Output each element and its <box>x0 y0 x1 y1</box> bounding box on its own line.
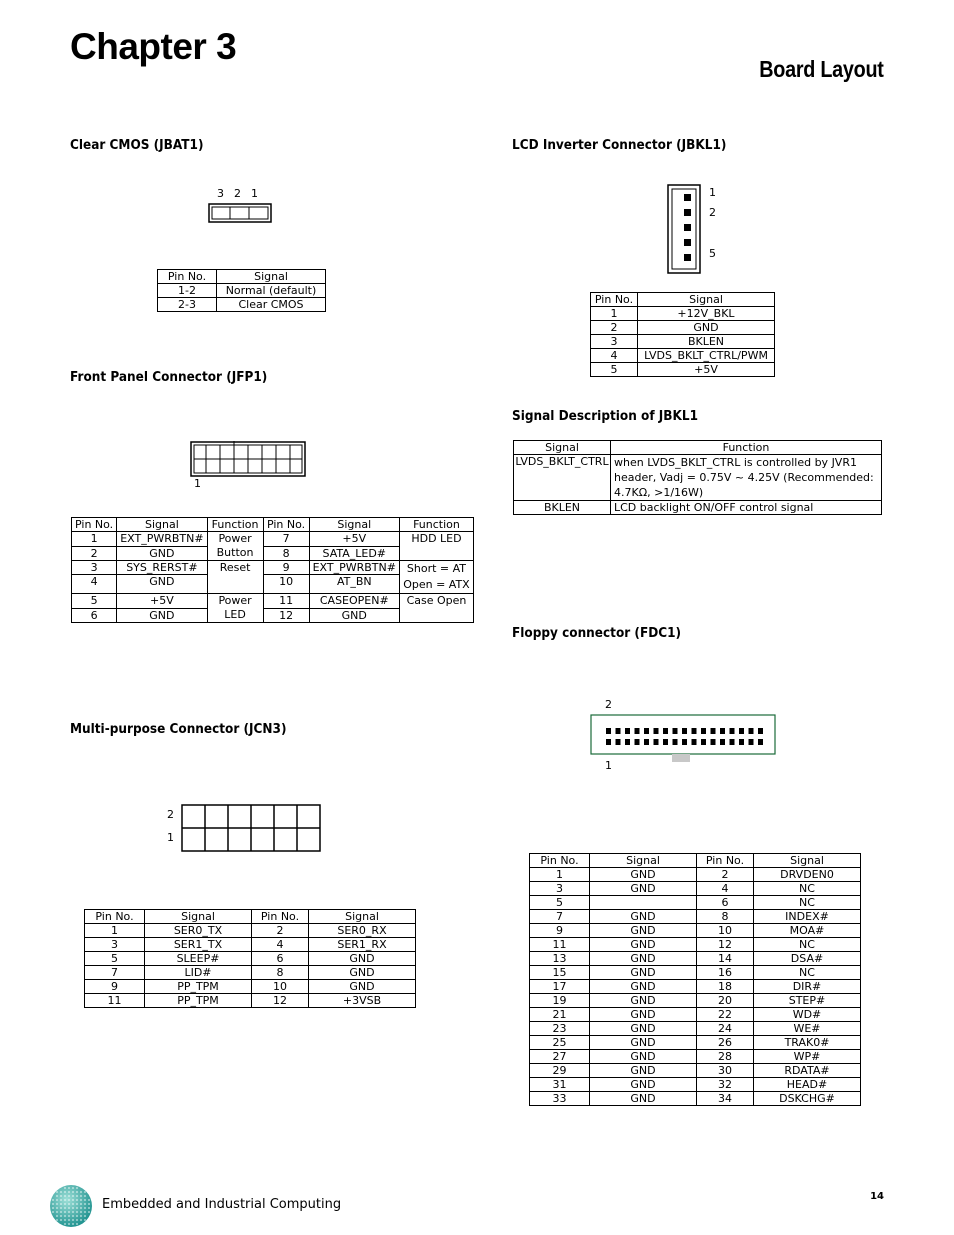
table-cell: 12 <box>263 608 309 623</box>
row-label: 1 <box>167 831 174 844</box>
table-header: Signal <box>590 854 697 868</box>
table-cell: GND <box>590 938 697 952</box>
chapter-title: Chapter 3 <box>70 26 237 67</box>
table-cell: 1 <box>85 924 145 938</box>
table-row <box>72 594 474 609</box>
table-cell: 7 <box>530 910 590 924</box>
table-row <box>591 321 775 335</box>
table-cell: 5 <box>85 952 145 966</box>
table-cell <box>611 455 882 501</box>
table-cell: 33 <box>530 1092 590 1106</box>
table-cell: WD# <box>754 1008 861 1022</box>
fdc-pin <box>730 739 735 745</box>
table-header: Signal <box>145 910 252 924</box>
table-row <box>530 994 861 1008</box>
table-cell: PP_TPM <box>145 994 252 1008</box>
fdc-pin <box>692 739 697 745</box>
table-header: Function <box>611 441 882 455</box>
fdc-pin <box>654 739 659 745</box>
fdc-pin <box>654 728 659 734</box>
table-cell: 25 <box>530 1036 590 1050</box>
table-cell <box>590 896 697 910</box>
floppy-heading: Floppy connector (FDC1) <box>512 626 682 641</box>
table-cell: GND <box>590 952 697 966</box>
fdc-pin <box>625 739 630 745</box>
section-title: Board Layout <box>759 56 884 82</box>
table-row <box>72 532 474 547</box>
table-cell: GND <box>117 546 207 561</box>
table-cell: 2-3 <box>158 298 217 312</box>
table-cell: +5V <box>638 363 775 377</box>
fdc-pin <box>711 728 716 734</box>
table-cell: NC <box>754 896 861 910</box>
desc-line: 4.7KΩ, >1/16W) <box>614 486 704 499</box>
table-cell: DSA# <box>754 952 861 966</box>
table-cell: 12 <box>697 938 754 952</box>
table-cell: 20 <box>697 994 754 1008</box>
table-cell: GND <box>590 868 697 882</box>
table-cell: SATA_LED# <box>309 546 399 561</box>
table-cell: 16 <box>697 966 754 980</box>
signal-desc-table <box>513 440 882 515</box>
table-row <box>591 307 775 321</box>
function-short-at: Short = AT <box>406 562 467 575</box>
desc-line: when LVDS_BKLT_CTRL is controlled by JVR1 <box>614 456 857 469</box>
table-cell: 24 <box>697 1022 754 1036</box>
table-cell: 1-2 <box>158 284 217 298</box>
footer-text: Embedded and Industrial Computing <box>102 1197 342 1212</box>
table-header: Pin No. <box>530 854 590 868</box>
table-header: Signal <box>217 270 326 284</box>
table-cell: GND <box>590 1064 697 1078</box>
front-panel-table <box>71 517 474 623</box>
table-cell: STEP# <box>754 994 861 1008</box>
table-cell: SER1_RX <box>309 938 416 952</box>
table-cell: 8 <box>263 546 309 561</box>
table-header: Pin No. <box>158 270 217 284</box>
table-cell: 7 <box>85 966 145 980</box>
jbkl1-connector-icon <box>667 184 703 276</box>
table-cell: 4 <box>591 349 638 363</box>
table-cell: 6 <box>252 952 309 966</box>
pin-label: 1 <box>709 186 716 199</box>
table-row <box>591 363 775 377</box>
floppy-table <box>529 853 861 1106</box>
table-cell: GND <box>309 966 416 980</box>
table-cell: 31 <box>530 1078 590 1092</box>
jcn3-connector-icon <box>181 804 323 854</box>
table-cell: DIR# <box>754 980 861 994</box>
table-cell: LCD backlight ON/OFF control signal <box>611 501 882 515</box>
table-cell: 10 <box>697 924 754 938</box>
table-row <box>530 938 861 952</box>
fdc-pin <box>758 728 763 734</box>
row-label: 2 <box>167 808 174 821</box>
table-cell: EXT_PWRBTN# <box>117 532 207 547</box>
fdc-pin <box>720 739 725 745</box>
fdc-pin <box>663 739 668 745</box>
table-row <box>530 1008 861 1022</box>
clear-cmos-table <box>157 269 326 312</box>
table-header: Pin No. <box>85 910 145 924</box>
table-cell: 9 <box>530 924 590 938</box>
table-cell: Normal (default) <box>217 284 326 298</box>
table-cell: 8 <box>697 910 754 924</box>
pin-label: 1 <box>251 187 258 200</box>
table-cell: GND <box>590 1092 697 1106</box>
table-cell: INDEX# <box>754 910 861 924</box>
table-cell: WP# <box>754 1050 861 1064</box>
table-cell: GND <box>590 966 697 980</box>
table-cell: 32 <box>697 1078 754 1092</box>
table-cell: SYS_RERST# <box>117 561 207 575</box>
table-cell: WE# <box>754 1022 861 1036</box>
table-header: Pin No. <box>697 854 754 868</box>
table-cell: BKLEN <box>514 501 611 515</box>
table-cell: GND <box>117 608 207 623</box>
table-cell: BKLEN <box>638 335 775 349</box>
table-header: Signal <box>309 518 399 532</box>
table-cell: PP_TPM <box>145 980 252 994</box>
pin-label: 3 <box>217 187 224 200</box>
table-row <box>85 994 416 1008</box>
table-cell: CASEOPEN# <box>309 594 399 609</box>
table-cell: 27 <box>530 1050 590 1064</box>
table-row <box>530 1036 861 1050</box>
table-header: Pin No. <box>72 518 117 532</box>
table-header: Pin No. <box>252 910 309 924</box>
table-cell: 1 <box>530 868 590 882</box>
table-cell: 26 <box>697 1036 754 1050</box>
table-cell: MOA# <box>754 924 861 938</box>
table-cell: +5V <box>309 532 399 547</box>
fdc-pin <box>606 739 611 745</box>
fdc-pin <box>720 728 725 734</box>
table-cell: 2 <box>72 546 117 561</box>
fdc-pin <box>625 728 630 734</box>
table-cell: GND <box>309 980 416 994</box>
table-cell: EXT_PWRBTN# <box>309 561 399 575</box>
table-cell: 18 <box>697 980 754 994</box>
table-cell: GND <box>117 575 207 594</box>
table-cell: 3 <box>591 335 638 349</box>
table-row <box>72 561 474 575</box>
table-cell: 13 <box>530 952 590 966</box>
table-cell: 4 <box>697 882 754 896</box>
desc-line: header, Vadj = 0.75V ~ 4.25V (Recommended: <box>614 471 874 484</box>
table-row <box>530 882 861 896</box>
table-row <box>530 924 861 938</box>
fdc-pin <box>749 739 754 745</box>
table-row <box>530 1064 861 1078</box>
table-row <box>85 924 416 938</box>
table-cell: HDD LED <box>399 532 473 561</box>
table-cell: 11 <box>530 938 590 952</box>
table-cell: GND <box>590 1022 697 1036</box>
table-header: Signal <box>754 854 861 868</box>
fdc-pin <box>616 739 621 745</box>
pin-label: 1 <box>605 759 612 772</box>
fdc-pin <box>616 728 621 734</box>
table-cell: 6 <box>72 608 117 623</box>
clear-cmos-heading: Clear CMOS (JBAT1) <box>70 138 204 153</box>
table-cell: +3VSB <box>309 994 416 1008</box>
table-row <box>514 455 882 501</box>
pin-label: 2 <box>234 187 241 200</box>
lcd-inverter-heading: LCD Inverter Connector (JBKL1) <box>512 138 727 153</box>
fdc-pin <box>682 739 687 745</box>
table-header: Function <box>207 518 263 532</box>
fdc-pin <box>635 739 640 745</box>
table-cell: GND <box>309 952 416 966</box>
table-row <box>514 501 882 515</box>
table-row <box>530 952 861 966</box>
table-cell: 19 <box>530 994 590 1008</box>
table-cell: 1 <box>591 307 638 321</box>
table-cell: 2 <box>252 924 309 938</box>
table-cell: 12 <box>252 994 309 1008</box>
table-cell: 30 <box>697 1064 754 1078</box>
table-cell: GND <box>590 910 697 924</box>
fdc-pin <box>663 728 668 734</box>
table-cell: GND <box>309 608 399 623</box>
fdc-pin <box>739 728 744 734</box>
signal-desc-heading: Signal Description of JBKL1 <box>512 409 699 424</box>
table-cell: Case Open <box>399 594 473 623</box>
table-cell: Power LED <box>207 594 263 623</box>
table-row <box>158 298 326 312</box>
table-cell: GND <box>590 980 697 994</box>
table-row <box>85 952 416 966</box>
fdc-pin <box>606 728 611 734</box>
pin1-label: 1 <box>194 477 201 490</box>
table-row <box>530 1078 861 1092</box>
table-cell: 7 <box>263 532 309 547</box>
pin-label: 5 <box>709 247 716 260</box>
globe-logo-icon <box>48 1183 94 1229</box>
table-cell: 11 <box>85 994 145 1008</box>
table-cell: Reset <box>207 561 263 594</box>
table-cell: LVDS_BKLT_CTRL/PWM <box>638 349 775 363</box>
table-cell: 5 <box>72 594 117 609</box>
table-cell: AT_BN <box>309 575 399 594</box>
table-header: Signal <box>638 293 775 307</box>
table-cell: Clear CMOS <box>217 298 326 312</box>
table-cell: 14 <box>697 952 754 966</box>
table-cell: GND <box>590 1008 697 1022</box>
table-cell: 2 <box>697 868 754 882</box>
table-cell: GND <box>638 321 775 335</box>
table-row <box>530 910 861 924</box>
table-cell: +12V_BKL <box>638 307 775 321</box>
pin-label: 2 <box>605 698 612 711</box>
table-row <box>591 349 775 363</box>
table-cell: TRAK0# <box>754 1036 861 1050</box>
table-cell: 8 <box>252 966 309 980</box>
table-row <box>158 284 326 298</box>
fdc-pin <box>673 739 678 745</box>
table-cell: GND <box>590 1078 697 1092</box>
table-cell <box>399 561 473 594</box>
table-cell: GND <box>590 882 697 896</box>
fdc-pin <box>749 728 754 734</box>
fdc-pin <box>682 728 687 734</box>
table-cell: Power Button <box>207 532 263 561</box>
table-cell: 9 <box>85 980 145 994</box>
fdc-pin <box>758 739 763 745</box>
table-header: Signal <box>117 518 207 532</box>
table-cell: 4 <box>72 575 117 594</box>
fdc-pin <box>739 739 744 745</box>
table-header: Signal <box>309 910 416 924</box>
table-cell: 3 <box>85 938 145 952</box>
fdc-pin <box>701 728 706 734</box>
lcd-inverter-table <box>590 292 775 377</box>
table-cell: 15 <box>530 966 590 980</box>
table-cell: 3 <box>530 882 590 896</box>
table-cell: 5 <box>530 896 590 910</box>
page-number: 14 <box>870 1191 884 1202</box>
table-cell: SER0_TX <box>145 924 252 938</box>
fdc-pin <box>730 728 735 734</box>
fdc-pin <box>644 739 649 745</box>
multi-purpose-table <box>84 909 416 1008</box>
table-header: Pin No. <box>263 518 309 532</box>
table-row <box>530 966 861 980</box>
table-row <box>530 980 861 994</box>
table-cell: 11 <box>263 594 309 609</box>
table-cell: 28 <box>697 1050 754 1064</box>
table-row <box>85 966 416 980</box>
table-cell: 9 <box>263 561 309 575</box>
table-cell: 22 <box>697 1008 754 1022</box>
multi-purpose-heading: Multi-purpose Connector (JCN3) <box>70 722 287 737</box>
fdc-pin <box>644 728 649 734</box>
fdc1-connector-icon <box>590 714 778 764</box>
jbat1-connector-icon <box>208 203 272 223</box>
table-cell: DRVDEN0 <box>754 868 861 882</box>
table-cell: 5 <box>591 363 638 377</box>
fdc-pin <box>701 739 706 745</box>
table-cell: 10 <box>252 980 309 994</box>
table-cell: GND <box>590 1050 697 1064</box>
front-panel-heading: Front Panel Connector (JFP1) <box>70 370 268 385</box>
table-cell: 1 <box>72 532 117 547</box>
pin-label: 2 <box>709 206 716 219</box>
table-cell: NC <box>754 938 861 952</box>
table-row <box>85 980 416 994</box>
table-row <box>530 1092 861 1106</box>
table-cell: SER0_RX <box>309 924 416 938</box>
table-cell: 2 <box>591 321 638 335</box>
table-cell: HEAD# <box>754 1078 861 1092</box>
table-cell: NC <box>754 882 861 896</box>
fdc-pin <box>635 728 640 734</box>
table-row <box>530 1022 861 1036</box>
table-row <box>591 335 775 349</box>
table-row <box>530 896 861 910</box>
table-cell: GND <box>590 1036 697 1050</box>
table-cell: 17 <box>530 980 590 994</box>
table-cell: LVDS_BKLT_CTRL <box>514 455 611 501</box>
jfp1-connector-icon <box>190 441 308 479</box>
table-cell: +5V <box>117 594 207 609</box>
table-header: Pin No. <box>591 293 638 307</box>
table-header: Function <box>399 518 473 532</box>
table-cell: GND <box>590 924 697 938</box>
table-cell: SLEEP# <box>145 952 252 966</box>
table-cell: SER1_TX <box>145 938 252 952</box>
table-cell: RDATA# <box>754 1064 861 1078</box>
table-cell: 3 <box>72 561 117 575</box>
fdc-pin <box>711 739 716 745</box>
fdc-pin <box>692 728 697 734</box>
fdc-pin <box>673 728 678 734</box>
table-cell: NC <box>754 966 861 980</box>
table-cell: GND <box>590 994 697 1008</box>
table-cell: 4 <box>252 938 309 952</box>
table-cell: 6 <box>697 896 754 910</box>
function-open-atx: Open = ATX <box>403 578 470 591</box>
table-cell: 10 <box>263 575 309 594</box>
table-row <box>530 868 861 882</box>
table-cell: LID# <box>145 966 252 980</box>
table-cell: 23 <box>530 1022 590 1036</box>
table-header: Signal <box>514 441 611 455</box>
table-row <box>530 1050 861 1064</box>
table-cell: 29 <box>530 1064 590 1078</box>
table-cell: DSKCHG# <box>754 1092 861 1106</box>
table-row <box>85 938 416 952</box>
table-cell: 21 <box>530 1008 590 1022</box>
table-cell: 34 <box>697 1092 754 1106</box>
